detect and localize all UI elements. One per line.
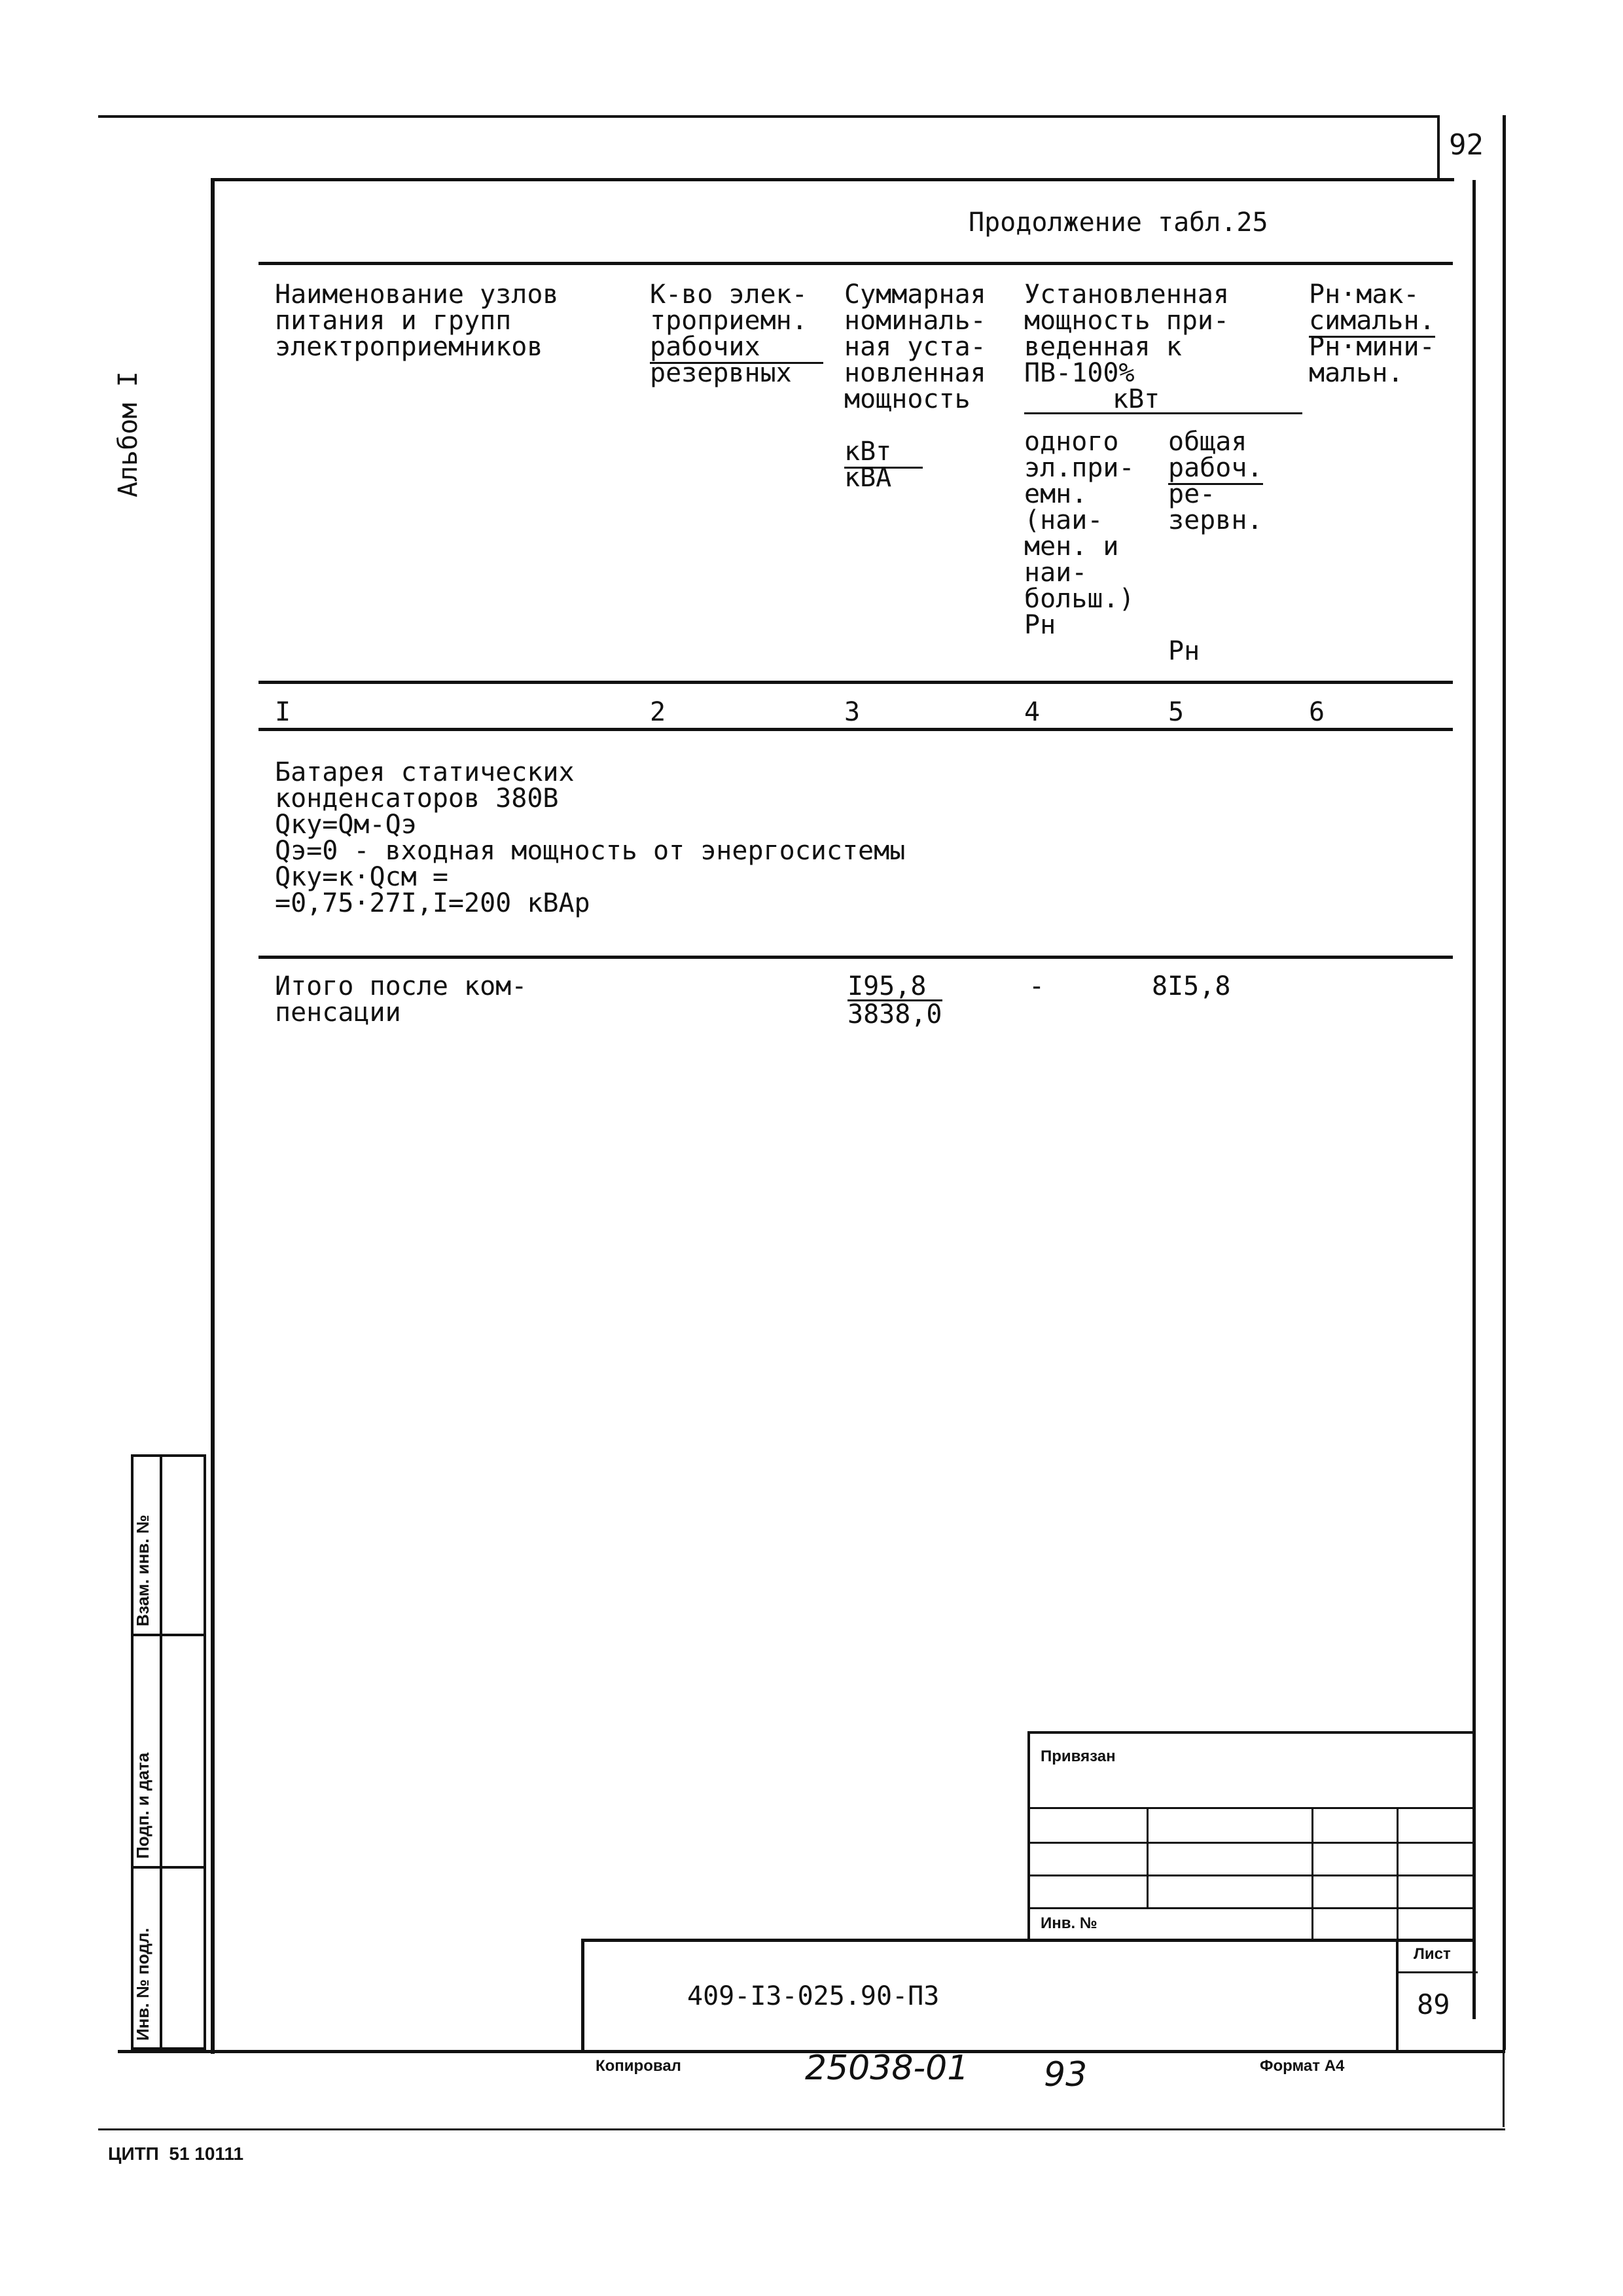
doc-code: 409-I3-025.90-ПЗ (687, 1981, 940, 2011)
side-label-podp: Подп. и дата (133, 1752, 152, 1859)
side-label-inv: Инв. № подл. (133, 1928, 152, 2041)
header-col5-sub (1168, 429, 1263, 664)
header-col1: Наименование узлов питания и групп электроприемников (275, 279, 559, 362)
header-col6-max: Рн·мак- (1309, 279, 1419, 310)
row-total-col3-bottom: 3838,0 (847, 999, 942, 1030)
header-col5-total: общая (1168, 427, 1247, 457)
colnum-1: I (275, 697, 291, 727)
colnum-4: 4 (1024, 697, 1041, 727)
header-col3 (844, 281, 986, 491)
side-label-vzam: Взам. инв. № (133, 1515, 152, 1626)
header-col4-sub: одного эл.при- емн. (наи- мен. и наи- больш.) Рн (1024, 427, 1135, 640)
colnum-2: 2 (650, 697, 666, 727)
sheet-number-top: 92 (1449, 128, 1484, 162)
frame-top (211, 178, 1454, 181)
row-divider (259, 956, 1453, 959)
header-col6-min: Рн·мини- мальн. (1309, 332, 1435, 388)
row-total-col5: 8I5,8 (1152, 971, 1231, 1001)
header-col3-kw: кВт (844, 439, 986, 465)
colnum-top-rule (259, 681, 1453, 684)
row-total-col3-top: I95,8 (847, 973, 942, 1001)
header-col2 (650, 281, 823, 386)
page-bottom-edge (98, 2128, 1505, 2130)
sheet-number: 89 (1417, 1988, 1450, 2020)
header-col6-max2: симальн. (1309, 308, 1435, 334)
album-label: Альбом I (113, 371, 143, 497)
colnum-bottom-rule (259, 728, 1453, 731)
list-label: Лист (1414, 1945, 1451, 1963)
header-col45-unit: кВт (1024, 386, 1302, 414)
header-col3-kva: кВА (844, 463, 892, 493)
sheet-box-left (1437, 115, 1440, 181)
continuation-title: Продолжение табл.25 (969, 207, 1268, 238)
row-capacitor-bank: Батарея статических конденсаторов 380В Qку=Qм-Qэ Qэ=0 - входная мощность от энергосистемы Qку=к·Qсм = =0,75·27I,I=200 кВАр (275, 757, 906, 918)
row-total-col3 (847, 973, 942, 1028)
colnum-6: 6 (1309, 697, 1325, 727)
printer-label: ЦИТП 51 10111 (108, 2144, 244, 2164)
frame-right-outer (1503, 115, 1506, 2050)
header-col3-title: Суммарная номиналь- ная уста- новленная мощность (844, 279, 986, 414)
handwritten-code: 25038-01 (805, 2049, 969, 2088)
inv-no-label: Инв. № (1041, 1914, 1097, 1932)
colnum-3: 3 (844, 697, 861, 727)
header-col5-pn: Рн (1168, 636, 1200, 666)
row-total-col4: - (1029, 971, 1045, 1001)
frame-left (211, 178, 215, 2054)
header-col45 (1024, 281, 1302, 414)
handwritten-number: 93 (1044, 2055, 1088, 2094)
top-rule (98, 115, 1440, 118)
header-col5-reserve: ре- зервн. (1168, 479, 1263, 535)
header-col45-title: Установленная мощность при- веденная к ПВ-100% (1024, 279, 1230, 388)
header-top-rule (259, 262, 1453, 265)
right-edge-lower (1503, 2049, 1505, 2127)
row-total-name: Итого после ком- пенсации (275, 971, 527, 1028)
header-col2-title: К-во элек- троприемн. (650, 279, 808, 336)
header-col5-working: рабоч. (1168, 455, 1263, 481)
header-col2-working: рабочих (650, 334, 823, 360)
privyazan-label: Привязан (1041, 1748, 1116, 1765)
colnum-5: 5 (1168, 697, 1185, 727)
header-col2-reserve: резервных (650, 358, 792, 388)
header-col6 (1309, 281, 1435, 386)
format-label: Формат А4 (1260, 2057, 1345, 2075)
kopiroval-label: Копировал (596, 2057, 681, 2075)
